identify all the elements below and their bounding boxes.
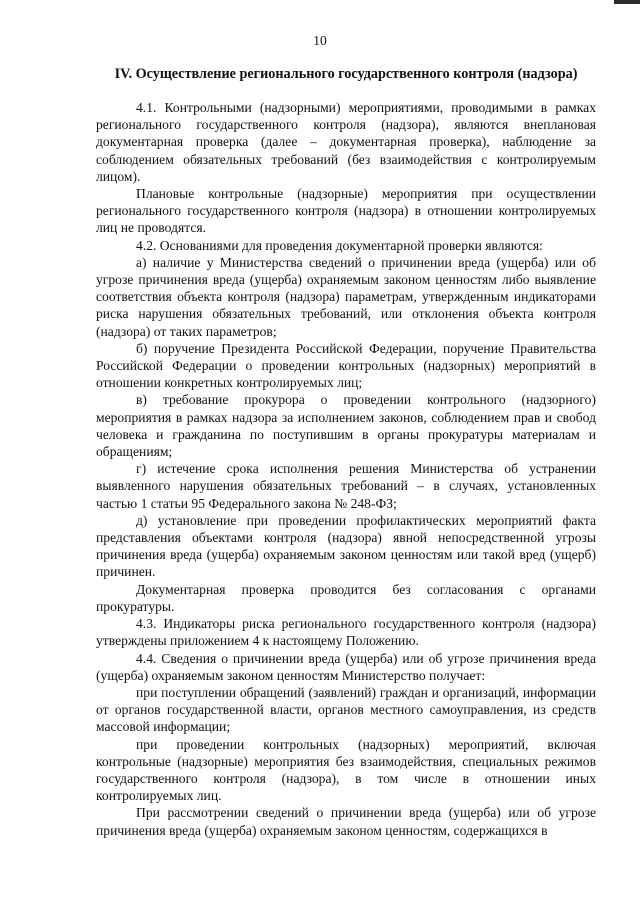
list-item-v: в) требование прокурора о проведении контрольного (надзорного) мероприятия в рамках надзора за исполнением законов, соблюдением прав и свобод человека и гражданина по поступившим в органы прокуратуры материалам и обращениям; [96,392,596,460]
paragraph-4-2: 4.2. Основаниями для проведения документарной проверки являются: [136,237,543,253]
paragraph-planned-inspections: Плановые контрольные (надзорные) мероприятия при осуществлении регионального государственного контроля (надзора) в отношении контролируемых лиц не проводятся. [96,186,596,236]
paragraph-appeals: при поступлении обращений (заявлений) граждан и организаций, информации от органов государственной власти, органов местного самоуправления, из средств массовой информации; [96,684,596,735]
page-number: 10 [313,33,327,48]
list-item-g: г) истечение срока исполнения решения Министерства об устранении выявленного нарушения обязательных требований – в случаях, установленных частью 1 статьи 95 Федерального закона № 248-ФЗ; [96,461,596,511]
paragraph-control-measures: при проведении контрольных (надзорных) мероприятий, включая контрольные (надзорные) мероприятия без взаимодействия, специальных режимов государственного контроля (надзора), в том числе в отношении иных контролируемых лиц. [96,736,596,804]
list-item-b: б) поручение Президента Российской Федерации, поручение Правительства Российской Федерации о проведении контрольных (надзорных) мероприятий в отношении конкретных контролируемых лиц; [96,340,596,391]
list-item-d: д) установление при проведении профилактических мероприятий факта представления объектами контроля (надзора) явной непосредственной угрозы причинения вреда (ущерба) охраняемым законом ценностям или такой вред (ущерб) причинен. [96,512,596,580]
document-body [96,99,596,839]
scan-corner-mark [614,0,640,4]
paragraph-4-4: 4.4. Сведения о причинении вреда (ущерба) или об угрозе причинения вреда (ущерба) охраняемым законом ценностям Министерство получает: [96,650,596,683]
paragraph-no-approval: Документарная проверка проводится без согласования с органами прокуратуры. [96,581,596,614]
paragraph-4-3: 4.3. Индикаторы риска регионального государственного контроля (надзора) утверждены приложением 4 к настоящему Положению. [96,616,596,649]
paragraph-consideration: При рассмотрении сведений о причинении вреда (ущерба) или об угрозе причинения вреда (ущерба) охраняемым законом ценностям, содержащихся в [96,805,596,838]
section-heading: IV. Осуществление регионального государственного контроля (надзора) [114,66,578,82]
paragraph-4-1: 4.1. Контрольными (надзорными) мероприятиями, проводимыми в рамках регионального государственного контроля (надзора), являются внеплановая документарная проверка (далее – документарная проверка), наблюдение за соблюдением обязательных требований (без взаимодействия с контролируемым лицом). [96,100,596,184]
list-item-a: а) наличие у Министерства сведений о причинении вреда (ущерба) или об угрозе причинения вреда (ущерба) охраняемым законом ценностям либо выявление соответствия объекта контроля (надзора) параметрам, утвержденным индикаторами риска нарушения обязательных требований, или отклонения объекта контроля (надзора) от таких параметров; [96,254,596,339]
